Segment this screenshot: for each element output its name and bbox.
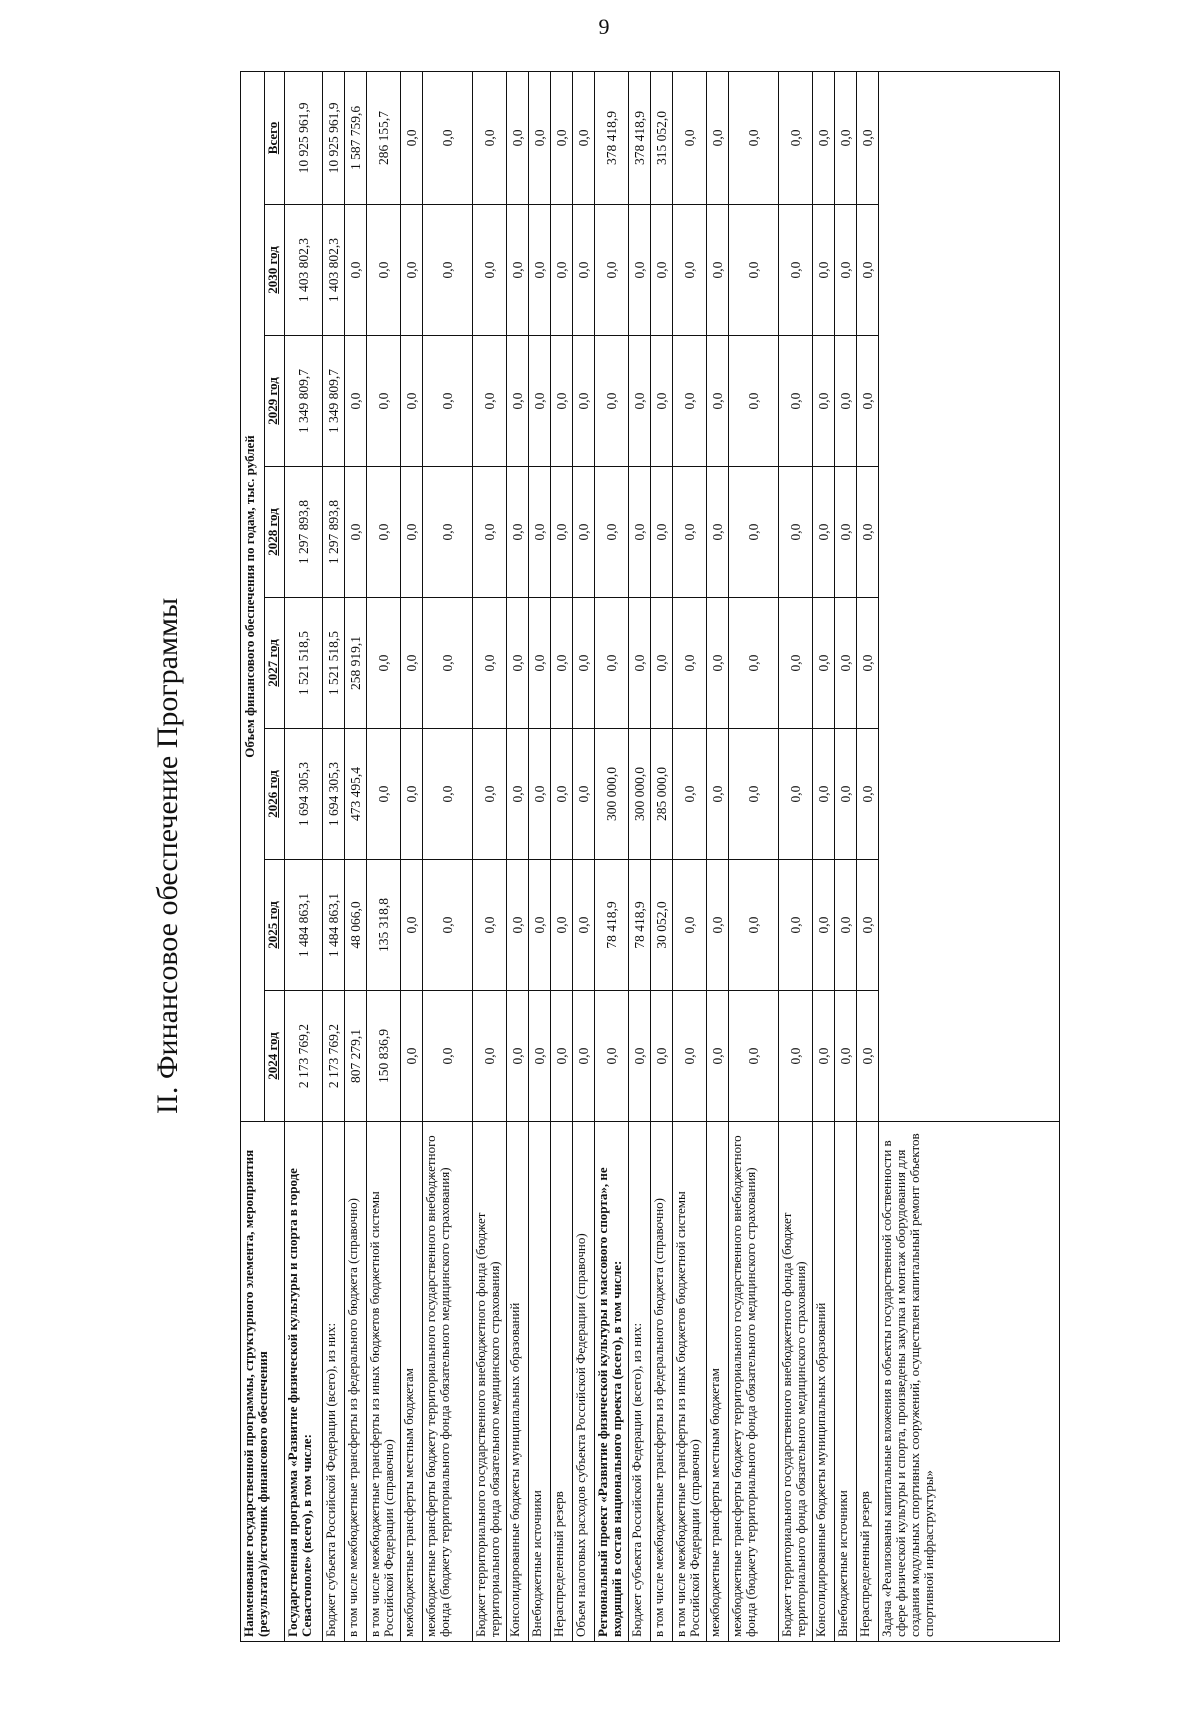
row-value: 0,0 [507,467,529,598]
header-total: Всего [265,71,285,204]
row-value: 0,0 [573,71,595,204]
row-value: 0,0 [835,991,857,1122]
row-value: 0,0 [529,467,551,598]
row-value: 0,0 [835,467,857,598]
row-value: 378 418,9 [595,71,629,204]
row-value: 0,0 [423,991,473,1122]
row-value: 0,0 [529,205,551,336]
row-value: 0,0 [857,205,879,336]
row-value: 0,0 [857,336,879,467]
row-value: 0,0 [573,729,595,860]
row-value: 0,0 [507,598,529,729]
table-row [473,71,507,1641]
row-value: 0,0 [507,860,529,991]
row-value: 0,0 [813,598,835,729]
table-row [423,71,473,1641]
row-value: 0,0 [673,467,707,598]
row-value: 473 495,4 [345,729,367,860]
row-value: 0,0 [857,71,879,204]
row-value: 150 836,9 [367,991,401,1122]
header-year: 2025 год [265,860,285,991]
row-value: 0,0 [401,991,423,1122]
row-value: 0,0 [595,205,629,336]
row-value: 0,0 [551,205,573,336]
row-value: 0,0 [423,205,473,336]
row-name: межбюджетные трансферты местным бюджетам [707,1122,729,1642]
row-value: 0,0 [401,598,423,729]
table-row [507,71,529,1641]
table-row [629,71,651,1641]
row-value: 0,0 [729,336,779,467]
header-year: 2027 год [265,598,285,729]
row-value: 0,0 [573,860,595,991]
row-value: 0,0 [551,729,573,860]
row-name: Внебюджетные источники [529,1122,551,1642]
row-value: 0,0 [529,336,551,467]
table-row [707,71,729,1641]
row-value: 0,0 [779,991,813,1122]
row-value: 0,0 [595,467,629,598]
row-value: 0,0 [507,729,529,860]
row-value: 1 587 759,6 [345,71,367,204]
row-value: 0,0 [707,991,729,1122]
row-value: 0,0 [857,729,879,860]
row-value: 0,0 [813,860,835,991]
row-value: 1 403 802,3 [323,205,345,336]
row-value: 0,0 [673,991,707,1122]
row-value: 0,0 [673,860,707,991]
row-value: 0,0 [595,336,629,467]
table-row [345,71,367,1641]
row-value: 78 418,9 [595,860,629,991]
row-value: 0,0 [707,336,729,467]
row-value: 0,0 [729,467,779,598]
row-value: 0,0 [835,598,857,729]
row-value: 1 349 809,7 [323,336,345,467]
row-value: 0,0 [595,991,629,1122]
row-name: Региональный проект «Развитие физической культуры и массового спорта», не входящий в состав национального проекта (всего), в том числе: [595,1122,629,1642]
row-value: 1 297 893,8 [323,467,345,598]
row-value: 0,0 [813,991,835,1122]
header-year: 2029 год [265,336,285,467]
row-value: 0,0 [729,991,779,1122]
row-value: 0,0 [673,205,707,336]
row-name: Нераспределенный резерв [857,1122,879,1642]
row-value: 0,0 [673,71,707,204]
row-value: 0,0 [673,598,707,729]
row-value: 0,0 [529,729,551,860]
row-value: 0,0 [779,336,813,467]
row-value: 0,0 [707,71,729,204]
row-value: 0,0 [835,205,857,336]
row-value: 0,0 [423,71,473,204]
row-value: 0,0 [857,991,879,1122]
row-value: 0,0 [813,71,835,204]
row-value: 0,0 [529,991,551,1122]
row-value: 0,0 [401,71,423,204]
row-value: 1 484 863,1 [285,860,323,991]
row-value: 0,0 [707,729,729,860]
row-value: 0,0 [779,598,813,729]
row-value: 0,0 [423,467,473,598]
row-value: 285 000,0 [651,729,673,860]
table-row [779,71,813,1641]
table-row [813,71,835,1641]
table-header [241,71,285,1641]
row-value: 0,0 [707,467,729,598]
row-value: 286 155,7 [367,71,401,204]
row-name: Нераспределенный резерв [551,1122,573,1642]
row-name: Внебюджетные источники [835,1122,857,1642]
row-value: 0,0 [729,598,779,729]
row-value: 0,0 [629,991,651,1122]
row-name: Консолидированные бюджеты муниципальных образований [813,1122,835,1642]
row-name: Бюджет субъекта Российской Федерации (всего), из них: [629,1122,651,1642]
row-value: 0,0 [423,860,473,991]
row-value: 0,0 [401,205,423,336]
row-value: 315 052,0 [651,71,673,204]
row-value: 1 403 802,3 [285,205,323,336]
row-value: 0,0 [367,336,401,467]
row-value: 10 925 961,9 [285,71,323,204]
row-value: 0,0 [673,336,707,467]
row-value: 0,0 [651,467,673,598]
row-name: межбюджетные трансферты бюджету территориального государственного внебюджетного фонда (бюджету территориального фонда обязательного медицинского страхования) [729,1122,779,1642]
row-value: 0,0 [473,467,507,598]
row-value: 0,0 [551,991,573,1122]
row-name: в том числе межбюджетные трансферты из иных бюджетов бюджетной системы Российской Федерации (справочно) [673,1122,707,1642]
financing-table-container [240,72,1060,1642]
row-value: 0,0 [573,336,595,467]
row-value: 0,0 [473,205,507,336]
row-value: 0,0 [729,729,779,860]
row-value: 0,0 [835,336,857,467]
row-name: Консолидированные бюджеты муниципальных образований [507,1122,529,1642]
row-value: 1 521 518,5 [323,598,345,729]
table-row [529,71,551,1641]
row-value: 0,0 [629,205,651,336]
row-value: 0,0 [813,729,835,860]
row-value: 135 318,8 [367,860,401,991]
row-value: 0,0 [423,598,473,729]
row-value: 807 279,1 [345,991,367,1122]
table-row [551,71,573,1641]
row-name: межбюджетные трансферты бюджету территориального государственного внебюджетного фонда (бюджету территориального фонда обязательного медицинского страхования) [423,1122,473,1642]
row-value: 0,0 [707,860,729,991]
row-value: 0,0 [651,336,673,467]
row-value: 0,0 [629,467,651,598]
row-value: 0,0 [401,860,423,991]
table-row [573,71,595,1641]
row-value: 0,0 [401,729,423,860]
financing-table [240,71,1060,1642]
row-value: 0,0 [729,860,779,991]
row-value: 0,0 [551,71,573,204]
header-name: Наименование государственной программы, структурного элемента, мероприятия (результата)/источник финансового обеспечения [241,1122,285,1642]
row-value: 0,0 [729,205,779,336]
row-value: 0,0 [573,205,595,336]
row-value: 0,0 [835,729,857,860]
row-value: 0,0 [573,598,595,729]
row-value: 0,0 [401,336,423,467]
header-group: Объем финансового обеспечения по годам, тыс. рублей [241,71,265,1121]
row-value: 0,0 [367,598,401,729]
row-value: 0,0 [473,729,507,860]
row-name: в том числе межбюджетные трансферты из иных бюджетов бюджетной системы Российской Федерации (справочно) [367,1122,401,1642]
row-value: 0,0 [573,467,595,598]
row-name: Бюджет территориального государственного внебюджетного фонда (бюджет территориального фонда обязательного медицинского страхования) [473,1122,507,1642]
row-value: 0,0 [779,860,813,991]
header-year: 2024 год [265,991,285,1122]
row-value: 378 418,9 [629,71,651,204]
row-value: 0,0 [779,205,813,336]
row-value: 0,0 [629,336,651,467]
table-row [857,71,879,1641]
row-value: 0,0 [423,729,473,860]
row-value: 0,0 [345,336,367,467]
table-row [729,71,779,1641]
row-value: 0,0 [835,860,857,991]
row-value: 0,0 [423,336,473,467]
row-value: 0,0 [779,71,813,204]
row-value: 0,0 [473,860,507,991]
row-value: 0,0 [367,205,401,336]
row-value: 0,0 [367,729,401,860]
row-name: Бюджет территориального государственного внебюджетного фонда (бюджет территориального фонда обязательного медицинского страхования) [779,1122,813,1642]
row-value: 1 484 863,1 [323,860,345,991]
row-value: 0,0 [651,205,673,336]
row-value: 0,0 [573,991,595,1122]
row-value: 0,0 [857,598,879,729]
row-value: 10 925 961,9 [323,71,345,204]
row-value: 2 173 769,2 [285,991,323,1122]
task-empty-cell [879,71,1060,1121]
row-name: в том числе межбюджетные трансферты из федерального бюджета (справочно) [651,1122,673,1642]
row-value: 0,0 [707,598,729,729]
row-value: 0,0 [529,860,551,991]
row-value: 1 694 305,3 [285,729,323,860]
header-year: 2028 год [265,467,285,598]
row-value: 0,0 [651,598,673,729]
row-value: 0,0 [779,467,813,598]
row-value: 0,0 [857,860,879,991]
row-name: в том числе межбюджетные трансферты из федерального бюджета (справочно) [345,1122,367,1642]
row-value: 0,0 [551,467,573,598]
row-value: 0,0 [551,860,573,991]
row-value: 0,0 [551,336,573,467]
row-value: 0,0 [673,729,707,860]
row-value: 0,0 [473,598,507,729]
table-row [673,71,707,1641]
row-value: 0,0 [595,598,629,729]
row-value: 78 418,9 [629,860,651,991]
row-value: 30 052,0 [651,860,673,991]
row-name: Бюджет субъекта Российской Федерации (всего), из них: [323,1122,345,1642]
row-value: 0,0 [813,467,835,598]
table-body [285,71,1060,1641]
row-value: 0,0 [367,467,401,598]
row-value: 0,0 [835,71,857,204]
table-row [401,71,423,1641]
row-value: 0,0 [729,71,779,204]
row-name: Государственная программа «Развитие физической культуры и спорта в городе Севастополе» (всего), в том числе: [285,1122,323,1642]
row-value: 0,0 [473,991,507,1122]
row-value: 0,0 [401,467,423,598]
row-value: 0,0 [857,467,879,598]
row-value: 48 066,0 [345,860,367,991]
table-row [835,71,857,1641]
row-value: 0,0 [507,205,529,336]
page-number: 9 [598,14,610,39]
row-value: 300 000,0 [629,729,651,860]
row-name: Объем налоговых расходов субъекта Российской Федерации (справочно) [573,1122,595,1642]
row-value: 0,0 [651,991,673,1122]
row-value: 0,0 [507,71,529,204]
row-value: 300 000,0 [595,729,629,860]
row-value: 0,0 [629,598,651,729]
row-value: 258 919,1 [345,598,367,729]
row-value: 0,0 [779,729,813,860]
row-value: 0,0 [345,205,367,336]
row-value: 0,0 [473,336,507,467]
row-value: 0,0 [529,71,551,204]
table-row [367,71,401,1641]
table-row [651,71,673,1641]
header-year: 2026 год [265,729,285,860]
row-value: 0,0 [529,598,551,729]
row-value: 0,0 [507,336,529,467]
table-row [595,71,629,1641]
row-value: 0,0 [345,467,367,598]
table-row [285,71,323,1641]
table-row-task [879,71,1060,1641]
row-name: межбюджетные трансферты местным бюджетам [401,1122,423,1642]
row-value: 0,0 [473,71,507,204]
row-value: 1 694 305,3 [323,729,345,860]
row-value: 0,0 [551,598,573,729]
task-description: Задача «Реализованы капитальные вложения в объекты государственной собственности в сфере физической культуры и спорта, произведены закупка и монтаж оборудования для создания модульных спортивных сооружений, осуществлен капитальный ремонт объектов спортивной инфраструктуры» [879,1122,1060,1642]
section-title: II. Финансовое обеспечение Программы [151,597,184,1115]
row-value: 2 173 769,2 [323,991,345,1122]
table-row [323,71,345,1641]
row-value: 0,0 [813,336,835,467]
row-value: 0,0 [507,991,529,1122]
header-year: 2030 год [265,205,285,336]
row-value: 1 349 809,7 [285,336,323,467]
row-value: 1 521 518,5 [285,598,323,729]
row-value: 0,0 [813,205,835,336]
row-value: 0,0 [707,205,729,336]
row-value: 1 297 893,8 [285,467,323,598]
